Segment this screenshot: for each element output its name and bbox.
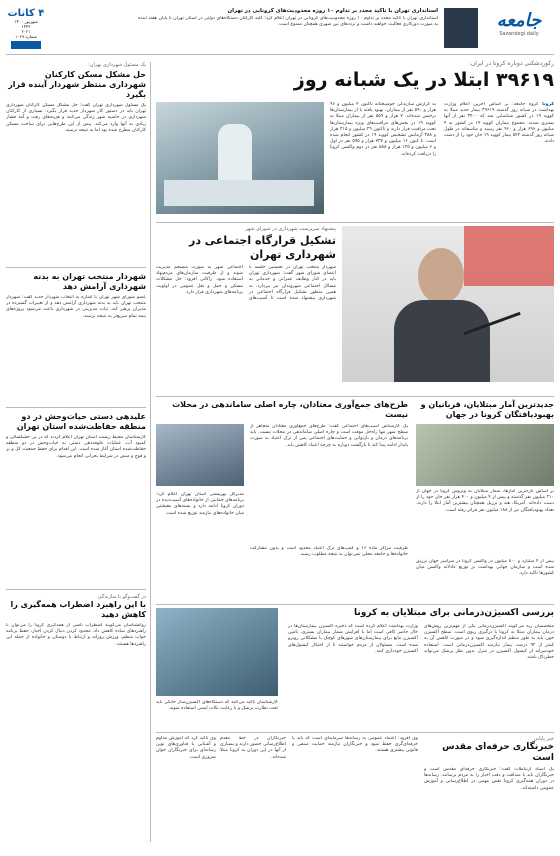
main-body-left	[330, 102, 436, 214]
oxygen-headline: بررسی اکسیژن‌درمانی برای مبتلایان به کرونا	[354, 608, 554, 618]
oxygen-story	[156, 608, 554, 728]
sidebar-headline-2: شهردار منتخب تهران به بدنه شهرداری آرامش دهد	[33, 272, 146, 291]
speaker-body	[394, 300, 490, 382]
meeting-photo	[156, 424, 244, 486]
world-covid-story	[416, 400, 554, 600]
addicts-body: یک کارشناس آسیب‌های اجتماعی گفت: طرح‌های جمع‌آوری معتادان متجاهر از سطح شهر تنها راه‌حل موقت است و چاره اصلی ساماندهی در محلات نیست. باید برنامه‌های درمان و بازتوانی و حمایت‌های اجتماعی پس از ترک اعتیاد به صورت پایدار ادامه پیدا کند تا بازگشت دوباره به چرخه اعتیاد کاهش یابد.	[250, 424, 408, 448]
divider	[156, 396, 554, 397]
addicts-body-2: ظرفیت مراکز ماده ۱۶ و کمپ‌های ترک اعتیاد محدود است و بدون مشارکت خانواده‌ها و جامعه محلی نمی‌توان به نتیجه مطلوب رسید.	[250, 546, 408, 558]
journalism-story	[156, 736, 554, 844]
divider	[6, 54, 554, 55]
main-photo	[156, 102, 324, 214]
divider	[6, 407, 146, 408]
banner-shape	[464, 226, 554, 286]
brand-name: جامعه	[496, 10, 542, 31]
world-headline: جدیدترین آمار مبتلایان، قربانیان و بهبودیافتگان کرونا در جهان	[420, 400, 554, 419]
main-story	[156, 60, 554, 220]
council-body: شهردار منتخب تهران در نخستین جلسه با اعضای شورای شهر گفت: شهرداری تهران باید در کنار وظایف عمرانی و خدماتی به مسائل اجتماعی شهروندان نیز بپردازد. به همین منظور تشکیل قرارگاه اجتماعی در شهرداری پیشنهاد شده است تا آسیب‌های اجتماعی شهر به صورت منسجم مدیریت شوند و از ظرفیت سازمان‌های مردم‌نهاد استفاده شود. زاکانی افزود: حل مشکلات مسکن و حمل و نقل عمومی در اولویت برنامه‌های شهرداری قرار دارد.	[156, 265, 336, 302]
date-line-2: ۱۴۴۳	[21, 24, 31, 29]
icu-photo	[156, 608, 278, 696]
news-body: استانداری تهران با تاکید مجدد بر تداوم ۱۰ روزه محدودیت‌های کرونایی در تهران اعلام کرد: کلیه کارکنان دستگاه‌های دولتی در استان تهران تا پایان هفته آینده به صورت دورکاری فعالیت خواهند داشت و ترددهای بین شهری همچنان ممنوع است.	[138, 16, 438, 28]
main-headline: ۳۹۶۱۹ ابتلا در یک شبانه روز	[293, 69, 554, 91]
addicts-story	[156, 400, 408, 600]
world-body: بر اساس تازه‌ترین آمارها، شمار مبتلایان به ویروس کرونا در جهان از ۲۱۰ میلیون نفر گذشته و بیش از ۴ میلیون و ۴۰۰ هزار نفر جان خود را از دست داده‌اند. آمریکا، هند و برزیل همچنان بیشترین آمار ابتلا را دارند. تعداد بهبودیافتگان نیز از ۱۸۸ میلیون نفر فراتر رفته است.	[416, 489, 554, 513]
sidebar-headline-1: حل مشکل مسکن کارکنان شهرداری منتظر شهردار آینده قرار بگیرد	[8, 70, 146, 99]
page-badge	[6, 8, 46, 68]
council-headline: تشکیل قرارگاه اجتماعی در شهرداری تهران	[188, 234, 336, 261]
left-sidebar	[6, 62, 146, 842]
journalism-body: یک استاد ارتباطات گفت: خبرنگاری حرفه‌ای مقدس است و خبرنگاران باید با صداقت و دقت اخبار را به مردم برسانند. رسانه‌ها در دوران همه‌گیری کرونا نقش مهمی در اطلاع‌رسانی و آموزش عمومی داشته‌اند.	[424, 767, 554, 791]
divider	[156, 604, 554, 605]
date-line-1: شهریور ۱۴۰۰	[14, 19, 38, 24]
brand-logo	[484, 10, 554, 48]
sidebar-body-4: روانشناسان می‌گویند اضطراب ناشی از همه‌گیری کرونا را می‌توان با راهبردهای ساده کاهش داد. محدود کردن دنبال کردن اخبار، حفظ برنامه خواب منظم، ورزش روزانه و ارتباط با دوستان و خانواده از جمله این راهبردها هستند.	[6, 623, 146, 647]
sidebar-kicker-4: در گفت‌وگو با سازندگی	[97, 594, 146, 600]
bed-shape	[164, 180, 314, 206]
journalism-body-3: خبرنگاران در خط مقدم اطلاع‌رسانی حضور دارند و بسیاری از آنها در این دوران به کرونا مبتلا شده‌اند.	[220, 736, 286, 760]
council-story	[156, 226, 554, 386]
sidebar-body-1: یک مسئول شهرداری تهران گفت: حل مشکل مسکن کارکنان شهرداری تهران باید در دستور کار شهردار جدید قرار بگیرد. بسیاری از کارکنان شهرداری در حاشیه شهر زندگی می‌کنند و هزینه‌های رفت و آمد فشار زیادی به آنها وارد می‌کند. پیش از این طرح‌هایی برای ساخت مسکن کارکنان مطرح شده بود اما به نتیجه نرسید.	[6, 103, 146, 133]
main-body-left-text: به گزارش سازندگی خوشبختانه تاکنون ۴ میلیون و ۹۶ هزار و ۵۹۰ نفر از بیماران، بهبود یافته یا از بیمارستان‌ها ترخیص شده‌اند. ۷ هزار و ۵۵۹ نفر از بیماران مبتلا به کووید ۱۹ در بخش‌های مراقبت‌های ویژه بیمارستان‌ها تحت مراقبت قرار دارند و تاکنون ۲۹ میلیون و ۲۱۵ هزار و ۳۸۸ آزمایش تشخیص کووید ۱۹ در کشور انجام شده است.	[330, 102, 436, 145]
journalism-body-4: وی تاکید کرد که آموزش مداوم و آشنایی با فناوری‌های نوین رسانه‌ای برای خبرنگاران جوان ضروری است.	[156, 736, 216, 760]
page-title: ۴ کانات	[7, 8, 45, 19]
brand-site: Sazandegi.daily	[499, 31, 539, 37]
welfare-body: مدیرکل بهزیستی استان تهران اعلام کرد: برنامه‌های حمایتی از خانواده‌های آسیب‌دیده در دوران کرونا ادامه دارد و بسته‌های معیشتی میان خانواده‌های نیازمند توزیع شده است.	[156, 492, 244, 516]
main-kicker: رکوردشکنی دوباره کرونا در ایران:	[468, 60, 554, 67]
date-line-3: ۲۰۲۱	[21, 29, 31, 34]
news-photo	[444, 8, 478, 48]
main-body-right	[444, 102, 554, 214]
main-lead-label: کرونا	[542, 102, 554, 107]
world-photo	[416, 424, 554, 486]
divider	[156, 222, 554, 223]
sidebar-body-3: کارشناسان محیط زیست استان تهران اعلام کردند که در پی خشکسالی و کمبود آب، عملیات علوفه‌دهی دستی به حیات‌وحش در دو منطقه حفاظت‌شده استان آغاز شده است. این اقدام برای حفظ جمعیت کل و بز و قوچ و میش در شرایط بحرانی انجام می‌شود.	[6, 435, 146, 459]
divider	[6, 267, 146, 268]
journalism-headline: خبرنگاری حرفه‌ای مقدس است	[442, 742, 554, 763]
masthead	[6, 6, 554, 52]
oxygen-body-mid: وزارت بهداشت اعلام کرده است که ذخیره اکسیژن بیمارستان‌ها در حال حاضر کافی است اما با افزایش شمار بیماران بستری، تامین اکسیژن مایع برای بیمارستان‌های شهرهای کوچک با مشکلاتی روبرو شده است. مسئولان از مردم خواستند تا از احتکار کپسول‌های اکسیژن خودداری کنند.	[288, 624, 418, 654]
divider	[6, 589, 146, 590]
column-divider	[150, 62, 151, 842]
oxygen-body: متخصصان ریه می‌گویند اکسیژن‌درمانی یکی از مهم‌ترین روش‌های درمان بیماران مبتلا به کرونا با درگیری ریوی است. سطح اکسیژن خون باید به طور منظم اندازه‌گیری شود و در صورت کاهش آن به کمتر از ۹۲ درصد، بیمار نیازمند اکسیژن‌درمانی است. استفاده خودسرانه از کپسول اکسیژن در منزل بدون نظر پزشک می‌تواند خطرناک باشد.	[424, 624, 554, 661]
section-tag	[11, 41, 41, 49]
oxygen-body-left: کارشناسان تاکید می‌کنند که دستگاه‌های اکسیژن‌ساز خانگی باید تحت نظارت پزشک و با رعایت نکات ایمنی استفاده شوند.	[156, 700, 278, 712]
journalism-kicker: خبر پایانی	[533, 736, 554, 742]
sidebar-headline-4: با این راهبرد اضطراب همه‌گیری را کاهش دهید	[10, 600, 146, 619]
main-body-right-text: گروه جامعه: بر اساس آخرین اعلام وزارت بهداشت در شبانه روز گذشته ۳۹۶۱۹ بیمار جدید مبتلا به کووید ۱۹ در کشور شناسایی شد که ۳۴۰۰ نفر از آنها بستری شدند. مجموع بیماران کووید ۱۹ در کشور به ۴ میلیون و ۶۹۶ هزار و ۹۶۰ نفر رسید و متاسفانه در طول شبانه روز گذشته ۵۴۲ بیمار کووید ۱۹ جان خود را از دست دادند.	[444, 102, 554, 145]
speaker-head	[418, 248, 464, 304]
council-kicker: پیشنهاد سرپرست شهرداری در شورای شهر	[245, 226, 336, 232]
issue-number: شماره ۱۰۲۹	[15, 34, 37, 39]
sidebar-kicker-1: یک مسئول شهرداری تهران:	[88, 62, 146, 68]
sidebar-body-2: عضو شورای شهر تهران با اشاره به انتخاب شهردار جدید گفت: شهردار منتخب تهران باید به بدنه شهرداری آرامش دهد و از تغییرات گسترده در مدیران پرهیز کند. ثبات مدیریتی در شهرداری باعث می‌شود پروژه‌های نیمه تمام سریع‌تر به نتیجه برسند.	[6, 295, 146, 319]
main-body-extra: تا کنون ۱۶ میلیون و ۷۳۷ هزار و ۵۹۵ نفر دز اول و ۶ میلیون و ۱۲۵ هزار و ۵۸۸ نفر دز دوم واکسن کرونا را دریافت کرده‌اند.	[330, 139, 436, 157]
addicts-headline: طرح‌های جمع‌آوری معتادان، چاره اصلی ساماندهی در محلات نیست	[172, 400, 408, 419]
journalism-body-2: وی افزود: اعتماد عمومی به رسانه‌ها سرمایه‌ای است که باید با حرفه‌ای‌گری حفظ شود و خبرنگاران نیازمند حمایت صنفی و قانونی بیشتری هستند.	[292, 736, 418, 754]
divider	[156, 732, 554, 733]
news-headline: استانداری تهران با تاکید مجدد بر تداوم ۱۰ روزه محدودیت‌های کرونایی در تهران	[227, 8, 438, 14]
world-body-2: بیش از ۴ میلیارد و ۸۰۰ میلیون دز واکسن کرونا در سراسر جهان تزریق شده است و سازمان جهانی بهداشت بر توزیع عادلانه واکسن میان کشورها تاکید دارد.	[416, 559, 554, 577]
council-photo	[342, 226, 554, 382]
sidebar-headline-3: علیدهی دستی حیات‌وحش در دو منطقه حفاظت‌شده استان تهران	[16, 412, 146, 431]
